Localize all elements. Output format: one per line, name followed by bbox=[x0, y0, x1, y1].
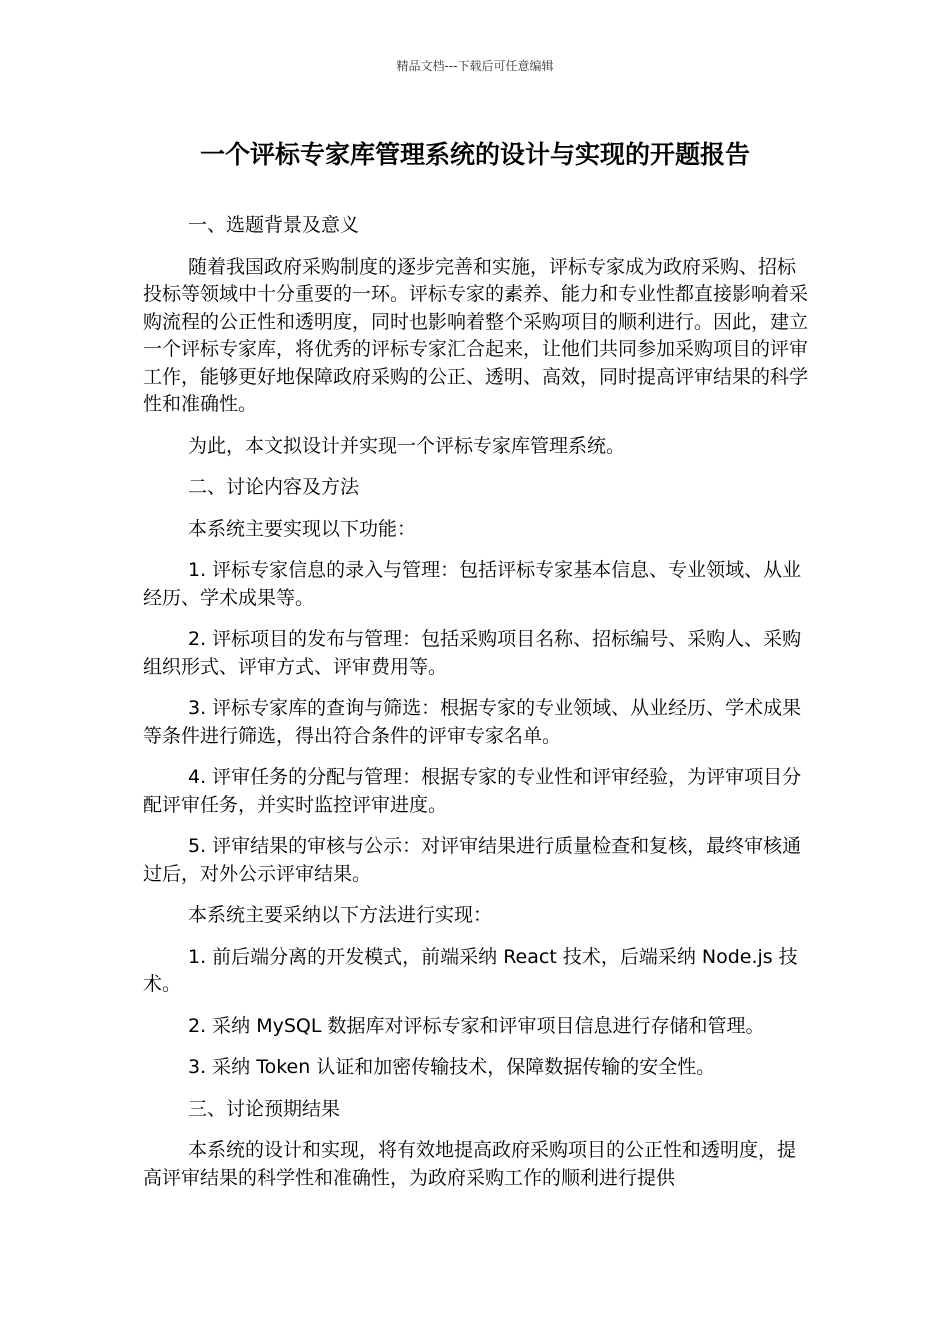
section-heading-expected-results: 三、讨论预期结果 bbox=[188, 1097, 341, 1120]
list-item-function-2: 2. 评标项目的发布与管理：包括采购项目名称、招标编号、采购人、采购组织形式、评审方式、评审费用等。 bbox=[143, 628, 802, 678]
header-note: 精品文档---下载后可任意编辑 bbox=[396, 59, 554, 73]
paragraph-methods-intro: 本系统主要采纳以下方法进行实现： bbox=[188, 904, 493, 926]
paragraph-purpose: 为此，本文拟设计并实现一个评标专家库管理系统。 bbox=[188, 434, 626, 457]
list-item-function-4: 4. 评审任务的分配与管理：根据专家的专业性和评审经验，为评审项目分配评审任务，并实时监控评审进度。 bbox=[143, 766, 802, 816]
list-item-function-1: 1. 评标专家信息的录入与管理：包括评标专家基本信息、专业领域、从业经历、学术成果等。 bbox=[143, 559, 802, 609]
section-heading-content-methods: 二、讨论内容及方法 bbox=[188, 476, 360, 498]
list-item-method-1: 1. 前后端分离的开发模式，前端采纳 React 技术，后端采纳 Node.js 技术。 bbox=[143, 945, 798, 995]
document-title: 一个评标专家库管理系统的设计与实现的开题报告 bbox=[199, 140, 750, 169]
paragraph-background: 随着我国政府采购制度的逐步完善和实施，评标专家成为政府采购、招标投标等领域中十分重要的一环。评标专家的素养、能力和专业性都直接影响着采购流程的公正性和透明度，同时也影响着整个采购项目的顺利进行。因此，建立一个评标专家库，将优秀的评标专家汇合起来，让他们共同参加采购项目的评审工作，能够更好地保障政府采购的公正、透明、高效，同时提高评审结果的科学性和准确性。 bbox=[143, 255, 809, 415]
section-heading-background: 一、选题背景及意义 bbox=[188, 214, 360, 236]
list-item-method-3: 3. 采纳 Token 认证和加密传输技术，保障数据传输的安全性。 bbox=[188, 1056, 716, 1078]
list-item-function-3: 3. 评标专家库的查询与筛选：根据专家的专业领域、从业经历、学术成果等条件进行筛选，得出符合条件的评审专家名单。 bbox=[143, 697, 802, 747]
document-body bbox=[143, 212, 811, 1206]
list-item-method-2: 2. 采纳 MySQL 数据库对评标专家和评审项目信息进行存储和管理。 bbox=[188, 1014, 765, 1037]
paragraph-functions-intro: 本系统主要实现以下功能： bbox=[188, 517, 417, 540]
list-item-function-5: 5. 评审结果的审核与公示：对评审结果进行质量检查和复核，最终审核通过后，对外公示评审结果。 bbox=[143, 835, 802, 885]
paragraph-expected-results: 本系统的设计和实现，将有效地提高政府采购项目的公正性和透明度，提高评审结果的科学性和准确性，为政府采购工作的顺利进行提供 bbox=[143, 1139, 797, 1189]
